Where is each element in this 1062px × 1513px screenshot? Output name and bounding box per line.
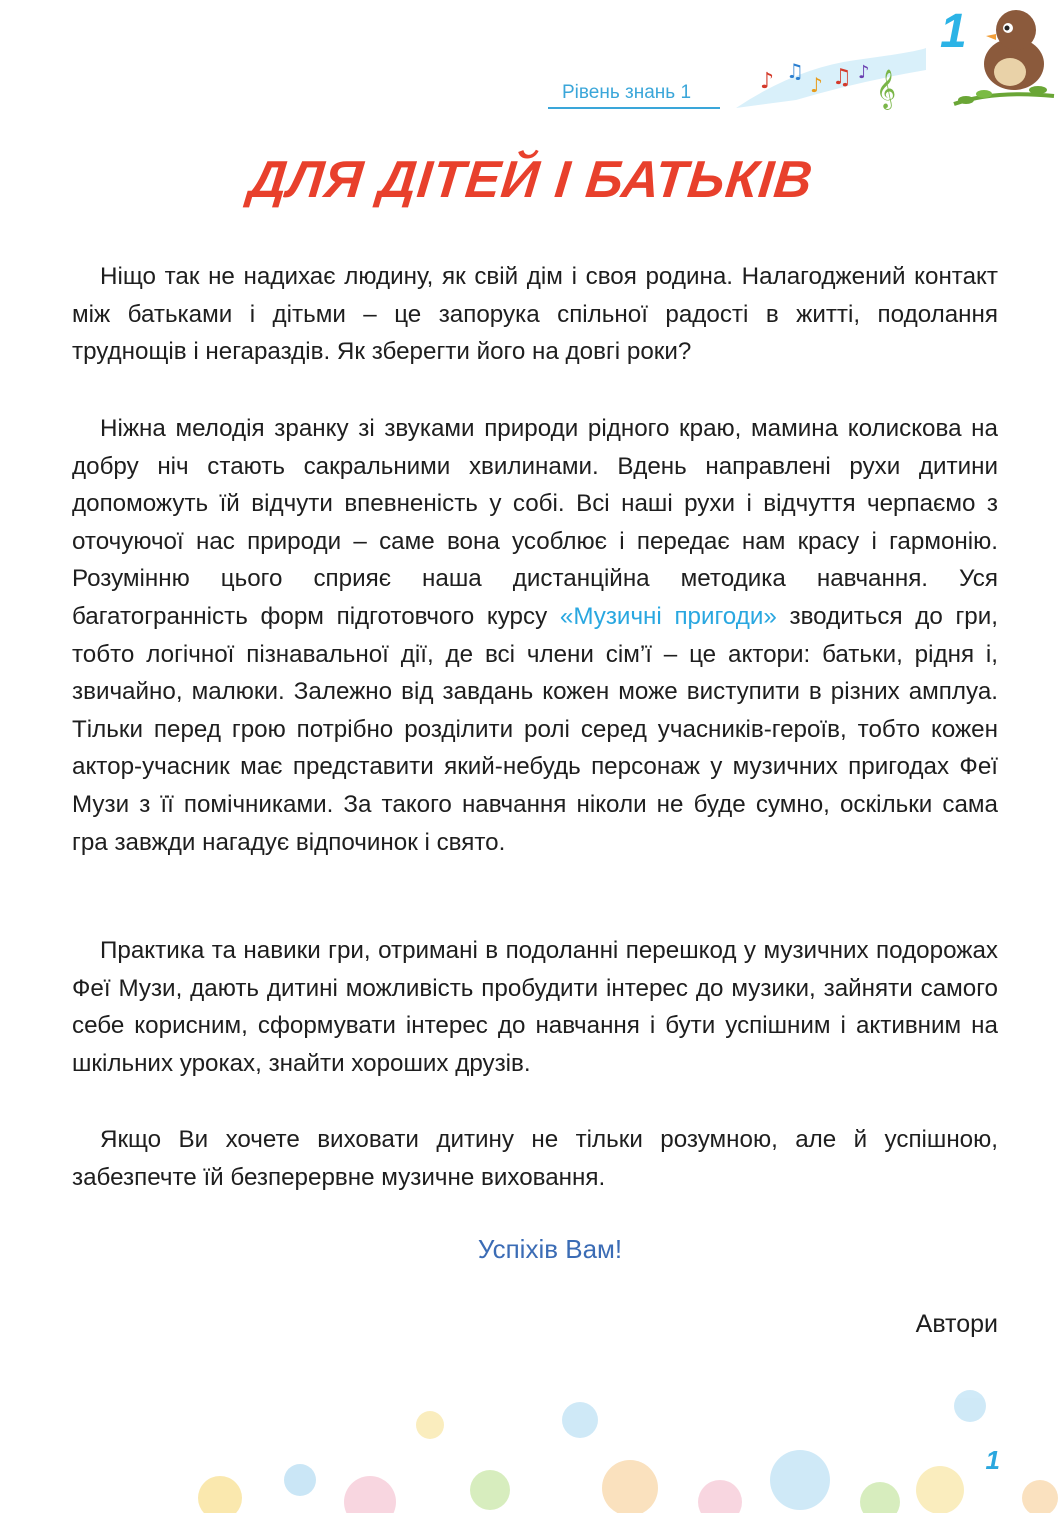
svg-text:♪: ♪ bbox=[760, 69, 775, 94]
page-number: 1 bbox=[985, 1445, 1000, 1475]
header-rule bbox=[548, 107, 720, 109]
authors-signature: Автори bbox=[915, 1310, 998, 1338]
svg-text:♪: ♪ bbox=[858, 62, 870, 83]
chapter-number: 1 bbox=[940, 5, 967, 58]
course-name: «Музичні пригоди» bbox=[559, 602, 777, 630]
level-label: Рівень знань 1 bbox=[562, 82, 692, 103]
page-title: ДЛЯ ДІТЕЙ І БАТЬКІВ bbox=[246, 151, 816, 209]
paragraph-text: Якщо Ви хочете виховати дитину не тільки розумною, але й успішною, забезпечте їй безперервне музичне виховання. bbox=[72, 1126, 998, 1191]
paragraph-text-end: зводиться до гри, тобто логічної пізнавальної дії, де всі члени сім’ї – це актори: батьки, рідня і, звичайно, малюки. Залежно від завдань кожен може виступити в різних амплуа. Тільки перед грою потрібно розділити ролі серед учасників-героїв, тобто кожен актор-учасник має представити який-небудь персонаж у музичних пригодах Феї Музи з її помічниками. За такого навчання ніколи не буде сумно, оскільки сама гра завжди нагадує відпочинок і свято. bbox=[72, 602, 998, 856]
closing-wish: Успіхів Вам! bbox=[477, 1234, 623, 1264]
paragraph-text: Практика та навики гри, отримані в подоланні перешкод у музичних подорожах Феї Музи, дають дитині можливість пробудити інтерес до музики, зайняти самого себе корисним, сформувати інтерес до навчання і бути успішним і активним на шкільних уроках, знайти хороших друзів. bbox=[72, 937, 998, 1077]
paragraph-text bbox=[72, 410, 998, 861]
svg-text:♫: ♫ bbox=[832, 65, 852, 90]
paragraph-intro bbox=[72, 258, 998, 371]
svg-text:♫: ♫ bbox=[786, 59, 804, 83]
paragraph-text: Ніщо так не надихає людину, як свій дім і своя родина. Налагоджений контакт між батьками і дітьми – це запорука спільної радості в житті, подолання труднощів і негараздів. Як зберегти його на довгі роки? bbox=[72, 263, 998, 366]
flower-decoration-icon bbox=[160, 1370, 1062, 1513]
music-notes-icon bbox=[736, 48, 926, 118]
svg-text:♪: ♪ bbox=[810, 73, 823, 97]
svg-text:𝄞: 𝄞 bbox=[876, 69, 897, 109]
paragraph-conclusion bbox=[72, 1121, 998, 1196]
paragraph-practice bbox=[72, 932, 998, 1082]
paragraph-text-start: Ніжна мелодія зранку зі звуками природи рідного краю, мамина колискова на добру ніч стають сакральними хвилинами. Вдень направлені рухи дитини допоможуть їй відчути впевненість у собі. Всі наші рухи і відчуття черпаємо з оточуючої нас природи – саме вона усоблює і передає нам красу і гармонію. Розумінню цього сприяє наша дистанційна методика навчання. Уся багатогранність форм підготовчого курсу bbox=[72, 415, 998, 630]
paragraph-method bbox=[72, 410, 998, 861]
